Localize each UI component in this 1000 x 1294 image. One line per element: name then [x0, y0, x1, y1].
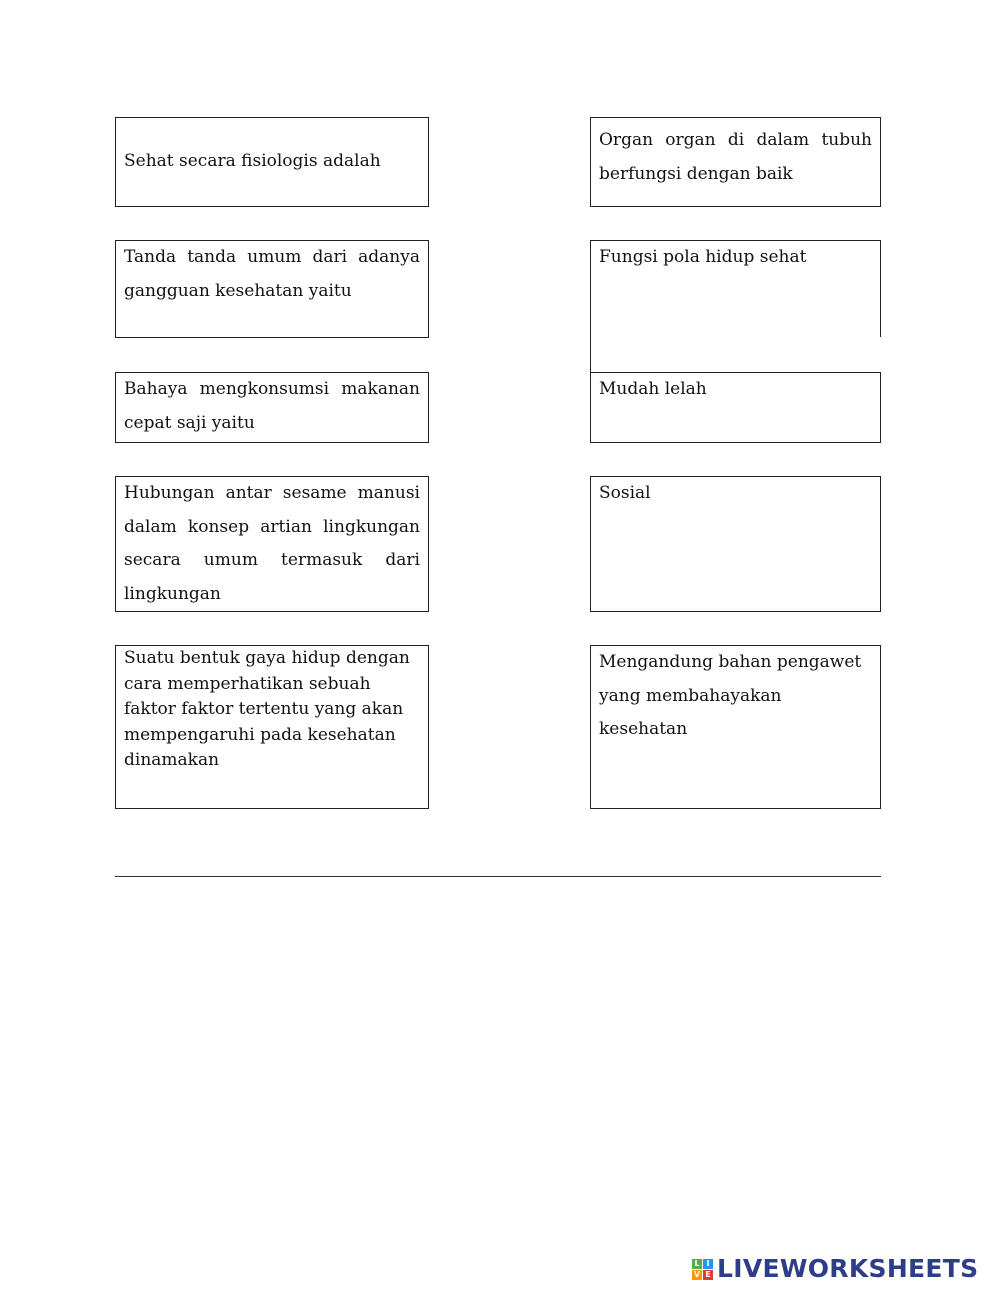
- liveworksheets-logo-icon: [692, 1259, 713, 1280]
- question-text-5: Suatu bentuk gaya hidup dengan cara memperhatikan sebuah faktor faktor tertentu yang akan mempengaruhi pada kesehatan dinamakan: [124, 648, 410, 770]
- question-text-2: Tanda tanda umum dari adanya gangguan kesehatan yaitu: [124, 247, 420, 301]
- logo-letter-v: V: [693, 1269, 701, 1279]
- question-text-1: Sehat secara fisiologis adalah: [124, 151, 381, 172]
- question-text-4: Hubungan antar sesame manusi dalam konsep artian lingkungan secara umum termasuk dari lingkungan: [124, 483, 420, 604]
- answer-card-3[interactable]: [590, 372, 881, 443]
- question-card-3[interactable]: [115, 372, 429, 443]
- question-card-1[interactable]: [115, 117, 429, 207]
- answer-text-5: Mengandung bahan pengawet yang membahayakan kesehatan: [599, 652, 862, 739]
- liveworksheets-logo: [692, 1256, 978, 1282]
- horizontal-rule: [115, 876, 881, 877]
- question-card-2[interactable]: [115, 240, 429, 338]
- answer-card-2[interactable]: [590, 240, 881, 338]
- answer-text-3: Mudah lelah: [599, 379, 707, 399]
- answer-card-4[interactable]: [590, 476, 881, 612]
- logo-letter-l: L: [692, 1259, 702, 1269]
- answer-text-4: Sosial: [599, 483, 651, 503]
- answer-text-2: Fungsi pola hidup sehat: [599, 247, 807, 267]
- answer-text-1: Organ organ di dalam tubuh berfungsi dengan baik: [599, 130, 872, 184]
- liveworksheets-wordmark: LIVEWORKSHEETS: [717, 1254, 979, 1283]
- answer-card-5[interactable]: [590, 645, 881, 809]
- logo-letter-i: I: [703, 1259, 713, 1269]
- question-text-3: Bahaya mengkonsumsi makanan cepat saji yaitu: [124, 379, 420, 433]
- answer-card-1[interactable]: [590, 117, 881, 207]
- answer-divider-box: [590, 337, 881, 373]
- question-card-4[interactable]: [115, 476, 429, 612]
- logo-letter-e: E: [703, 1270, 713, 1280]
- question-card-5[interactable]: [115, 645, 429, 809]
